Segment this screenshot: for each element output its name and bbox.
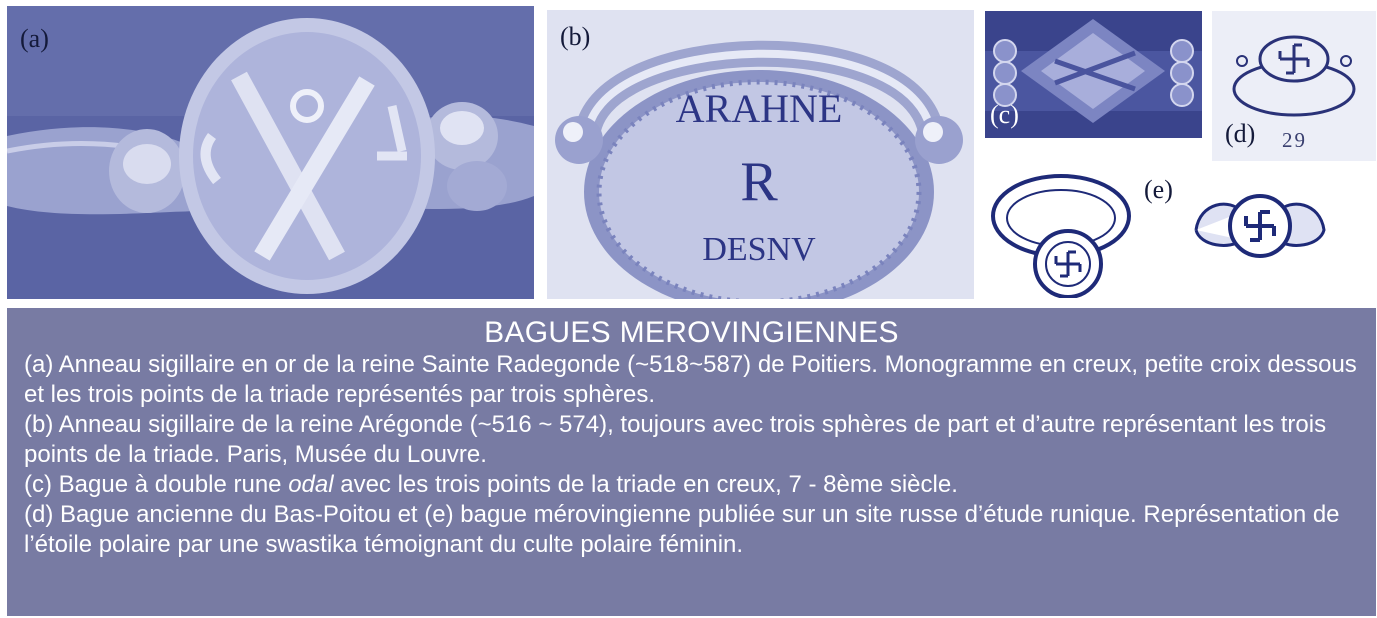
label-e: (e)	[1144, 175, 1173, 204]
caption-line-b: (b) Anneau sigillaire de la reine Arégonde (~516 ~ 574), toujours avec trois sphères de part et d’autre représentant les trois points de la triade. Paris, Musée du Louvre.	[24, 411, 1327, 468]
figure-number: 29	[1282, 128, 1307, 152]
caption-line-c-italic: odal	[288, 471, 334, 498]
caption-line-c-end: avec les trois points de la triade en creux, 7 - 8ème siècle.	[333, 471, 958, 498]
ring-e-drawing-2	[1190, 176, 1330, 266]
ring-b-photo	[547, 10, 974, 299]
caption-line-a: (a) Anneau sigillaire en or de la reine Sainte Radegonde (~518~587) de Poitiers. Monogramme en creux, petite croix dessous et les trois points de la triade représentés par trois sphères.	[24, 351, 1357, 408]
label-b: (b)	[560, 22, 591, 51]
caption-box	[7, 308, 1376, 616]
svg-text:ARAHNE: ARAHNE	[675, 86, 843, 131]
ring-e-drawing-1	[983, 168, 1139, 298]
caption-title: BAGUES MEROVINGIENNES	[484, 316, 899, 349]
caption-line-c-start: (c) Bague à double rune	[24, 471, 289, 498]
svg-text:R: R	[740, 151, 778, 213]
svg-text:DESNV: DESNV	[702, 231, 816, 268]
label-a: (a)	[20, 24, 49, 53]
label-d: (d)	[1225, 119, 1256, 148]
label-c: (c)	[990, 100, 1019, 129]
ring-a-photo	[7, 6, 534, 299]
caption-line-d: (d) Bague ancienne du Bas-Poitou et (e) bague mérovingienne publiée sur un site russe d’étude runique. Représentation de l’étoile polaire par une swastika témoignant du culte polaire féminin.	[24, 501, 1340, 558]
caption-line-c	[7, 470, 1376, 500]
